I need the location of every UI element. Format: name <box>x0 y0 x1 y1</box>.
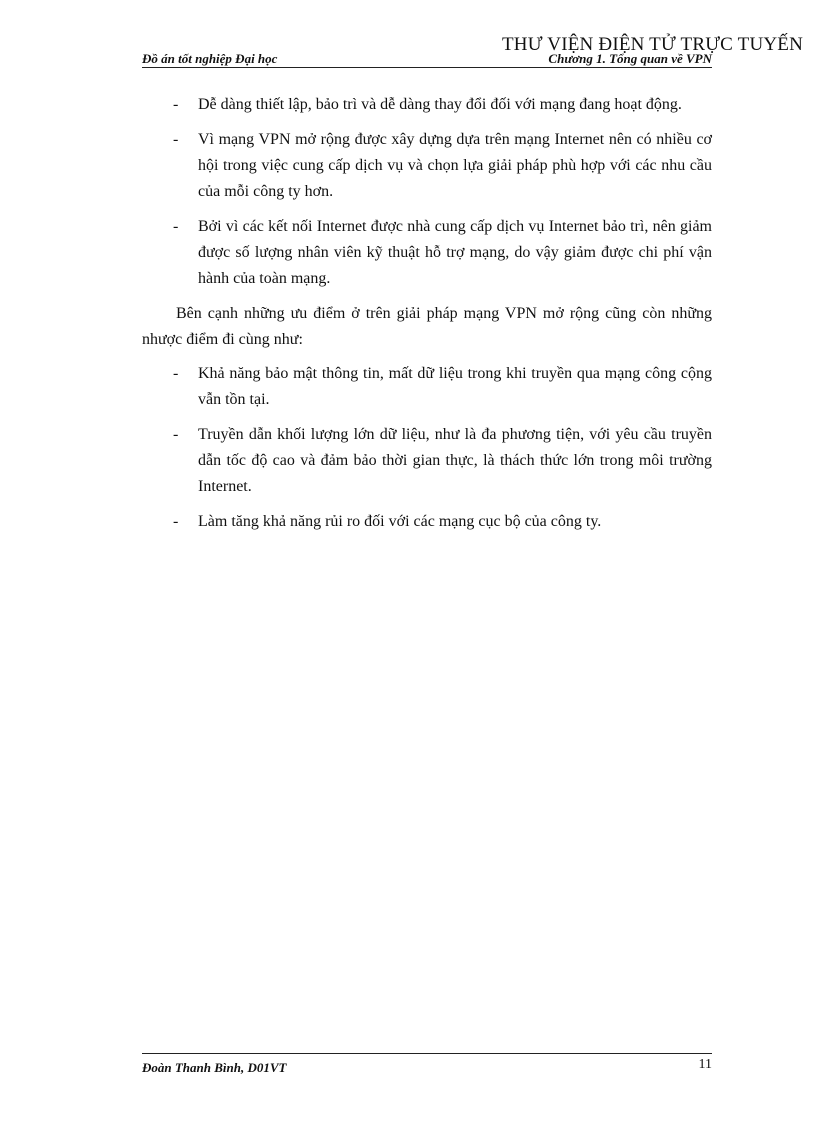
list-item-text: Khả năng bảo mật thông tin, mất dữ liệu trong khi truyền qua mạng công cộng vẫn tồn tại. <box>198 365 712 408</box>
list-item-text: Truyền dẫn khối lượng lớn dữ liệu, như là đa phương tiện, với yêu cầu truyền dẫn tốc độ cao và đảm bảo thời gian thực, là thách thức lớn trong môi trường Internet. <box>198 426 712 495</box>
bullet-dash: - <box>173 365 179 382</box>
header-chapter-title: Chương 1. Tổng quan về VPN <box>548 51 712 66</box>
bullet-dash: - <box>173 513 179 530</box>
list-item <box>142 361 712 413</box>
header-divider <box>142 67 712 68</box>
page-number: 11 <box>698 1057 712 1072</box>
intro-paragraph: Bên cạnh những ưu điểm ở trên giải pháp mạng VPN mở rộng cũng còn những nhược điểm đi cùng như: <box>142 305 712 348</box>
disadvantages-list <box>142 361 712 535</box>
bullet-dash: - <box>173 426 179 443</box>
footer-author: Đoàn Thanh Bình, D01VT <box>142 1060 287 1075</box>
bullet-dash: - <box>173 131 179 148</box>
list-item <box>142 214 712 292</box>
list-item <box>142 509 712 535</box>
advantages-list <box>142 92 712 292</box>
list-item-text: Vì mạng VPN mở rộng được xây dựng dựa trên mạng Internet nên có nhiều cơ hội trong việc cung cấp dịch vụ và chọn lựa giải pháp phù hợp với các nhu cầu của mỗi công ty hơn. <box>198 131 712 200</box>
list-item <box>142 127 712 205</box>
list-item <box>142 92 712 118</box>
list-item-text: Làm tăng khả năng rủi ro đối với các mạng cục bộ của công ty. <box>198 513 602 530</box>
bullet-dash: - <box>173 218 179 235</box>
bullet-dash: - <box>173 96 179 113</box>
list-item-text: Dễ dàng thiết lập, bảo trì và dễ dàng thay đổi đối với mạng đang hoạt động. <box>198 96 682 113</box>
page-body <box>142 92 712 544</box>
list-item <box>142 422 712 500</box>
watermark-text: THƯ VIỆN ĐIỆN TỬ TRỰC TUYẾN <box>502 34 804 55</box>
header-document-title: Đồ án tốt nghiệp Đại học <box>142 51 278 66</box>
footer-divider <box>142 1053 712 1054</box>
list-item-text: Bởi vì các kết nối Internet được nhà cung cấp dịch vụ Internet bảo trì, nên giảm được số lượng nhân viên kỹ thuật hỗ trợ mạng, do vậy giảm được chi phí vận hành của toàn mạng. <box>198 218 712 287</box>
